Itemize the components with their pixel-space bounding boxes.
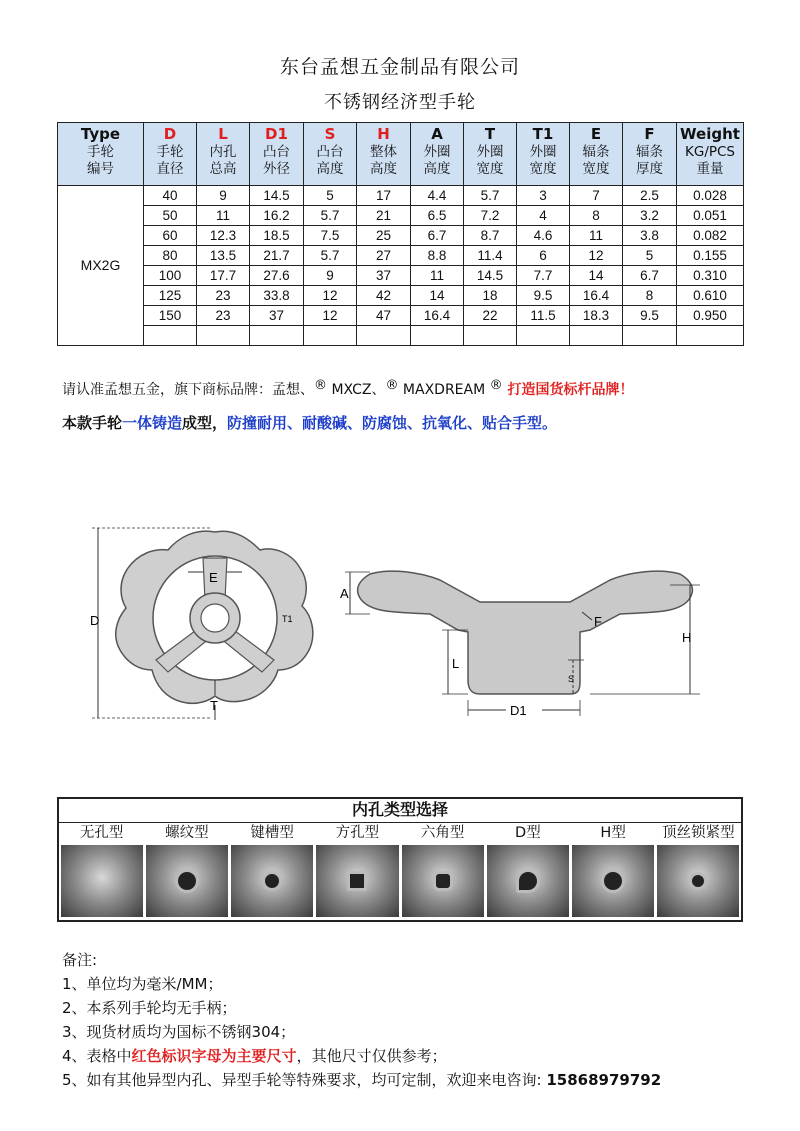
table-cell: 22 [464, 306, 517, 326]
table-cell: 6.5 [411, 206, 464, 226]
column-label-line1: KG/PCS [685, 144, 735, 160]
brand-line [62, 378, 634, 399]
registered-mark: ® [385, 378, 399, 393]
note-5-a: 5、如有其他异型内孔、异型手轮等特殊要求，均可定制，欢迎来电咨询: [62, 1071, 547, 1089]
table-cell: 9.5 [623, 306, 677, 326]
table-cell: 5 [304, 186, 357, 206]
table-cell: 40 [144, 186, 197, 206]
table-cell-empty [677, 326, 744, 346]
bore-type-photo [61, 845, 143, 917]
feature-part3: 成型， [182, 414, 228, 432]
table-cell: 150 [144, 306, 197, 326]
table-cell: 37 [357, 266, 411, 286]
column-code: D [163, 125, 177, 143]
column-code: E [590, 125, 602, 143]
notes-heading: 备注: [62, 951, 98, 969]
column-label-line2: 厚度 [636, 161, 663, 177]
table-cell: 14.5 [250, 186, 304, 206]
table-cell: 14.5 [464, 266, 517, 286]
table-cell: 11.5 [517, 306, 570, 326]
table-row [58, 246, 744, 266]
table-cell: 80 [144, 246, 197, 266]
column-code: S [324, 125, 336, 143]
table-cell: 0.155 [677, 246, 744, 266]
column-label-line2: 编号 [87, 161, 114, 177]
table-row [58, 186, 744, 206]
table-cell: 0.310 [677, 266, 744, 286]
table-cell: 6.7 [623, 266, 677, 286]
table-row [58, 266, 744, 286]
table-cell: 3 [517, 186, 570, 206]
table-cell: 14 [411, 286, 464, 306]
table-cell-empty [411, 326, 464, 346]
table-row-empty [58, 326, 744, 346]
bore-type-labels [59, 823, 741, 843]
table-cell: 21.7 [250, 246, 304, 266]
table-cell: 16.2 [250, 206, 304, 226]
table-cell: 13.5 [197, 246, 250, 266]
table-cell: 0.082 [677, 226, 744, 246]
table-cell: 5.7 [304, 206, 357, 226]
table-cell: 5 [623, 246, 677, 266]
column-code: D1 [265, 125, 288, 143]
table-cell: 47 [357, 306, 411, 326]
column-code: H [377, 125, 390, 143]
table-cell: 0.950 [677, 306, 744, 326]
bore-type-photo [572, 845, 654, 917]
column-code: Weight [680, 125, 740, 143]
bore-hole-icon [347, 871, 367, 891]
note-4-b: 红色标识字母为主要尺寸 [131, 1047, 297, 1065]
column-label-line1: 凸台 [316, 144, 344, 160]
table-cell: 11.4 [464, 246, 517, 266]
table-cell: 9 [197, 186, 250, 206]
column-label-line2: 高度 [316, 161, 344, 177]
bore-hole-icon [516, 869, 540, 893]
table-cell-empty [570, 326, 623, 346]
table-cell: 125 [144, 286, 197, 306]
bore-type-photo [231, 845, 313, 917]
table-cell-empty [464, 326, 517, 346]
table-cell: 8.8 [411, 246, 464, 266]
table-cell: 12 [570, 246, 623, 266]
label-e: E [209, 570, 218, 585]
table-cell: 17 [357, 186, 411, 206]
column-label-line1: 手轮 [87, 144, 114, 160]
bore-type-label: H型 [600, 825, 626, 841]
table-cell: 4 [517, 206, 570, 226]
column-label-line1: 整体 [370, 144, 397, 160]
table-cell: 6 [517, 246, 570, 266]
table-cell: 18.5 [250, 226, 304, 246]
column-label-line1: 辐条 [582, 144, 610, 160]
column-label-line1: 外圈 [529, 144, 557, 160]
column-label-line2: 高度 [423, 161, 451, 177]
table-cell: 7.7 [517, 266, 570, 286]
brand-mxcz: MXCZ、 [327, 382, 386, 398]
column-code: L [218, 125, 228, 143]
column-label-line1: 凸台 [263, 144, 290, 160]
feature-part1: 本款手轮 [62, 414, 123, 432]
table-cell: 7.2 [464, 206, 517, 226]
bore-type-photo [487, 845, 569, 917]
product-title: 不锈钢经济型手轮 [324, 92, 476, 113]
table-cell: 0.610 [677, 286, 744, 306]
type-cell: MX2G [58, 186, 144, 346]
front-view [90, 528, 313, 720]
spec-table [57, 122, 744, 346]
label-t: T [210, 698, 218, 713]
label-d: D [90, 613, 100, 628]
note-3: 3、现货材质均为国标不锈钢304； [62, 1023, 296, 1041]
table-cell: 27 [357, 246, 411, 266]
bore-hole-icon [601, 869, 625, 893]
table-cell: 12 [304, 286, 357, 306]
bore-hole-icon [689, 872, 707, 890]
table-cell: 2.5 [623, 186, 677, 206]
table-cell-empty [517, 326, 570, 346]
table-cell-empty [197, 326, 250, 346]
table-cell: 7.5 [304, 226, 357, 246]
table-cell: 8 [623, 286, 677, 306]
column-header-type [58, 123, 144, 186]
bore-type-photo [316, 845, 398, 917]
bore-type-label: D型 [515, 825, 541, 841]
column-code: T1 [532, 125, 554, 143]
table-cell: 7 [570, 186, 623, 206]
brand-maxdream: MAXDREAM [398, 382, 490, 398]
column-label-line2: 重量 [696, 161, 724, 177]
column-header-h [357, 123, 411, 186]
column-header-e [570, 123, 623, 186]
table-cell: 18 [464, 286, 517, 306]
column-code: T [484, 125, 496, 143]
column-label-line2: 宽度 [582, 161, 610, 177]
column-label-line1: 内孔 [209, 144, 237, 160]
table-cell-empty [357, 326, 411, 346]
table-cell: 0.051 [677, 206, 744, 226]
registered-mark: ® [314, 378, 327, 393]
table-cell: 4.6 [517, 226, 570, 246]
table-cell: 33.8 [250, 286, 304, 306]
table-cell-empty [144, 326, 197, 346]
column-header-l [197, 123, 250, 186]
registered-mark: ® [489, 378, 503, 393]
label-d1: D1 [510, 703, 527, 718]
table-cell: 17.7 [197, 266, 250, 286]
bore-hole [201, 604, 229, 632]
table-cell: 37 [250, 306, 304, 326]
note-4 [62, 1044, 661, 1068]
table-row [58, 206, 744, 226]
table-cell: 23 [197, 306, 250, 326]
bore-hole-icon [433, 871, 453, 891]
table-cell: 3.2 [623, 206, 677, 226]
table-cell: 11 [570, 226, 623, 246]
table-cell: 6.7 [411, 226, 464, 246]
bore-type-label: 键槽型 [250, 825, 294, 841]
side-profile [358, 571, 693, 694]
bore-type-photo [146, 845, 228, 917]
column-header-f [623, 123, 677, 186]
bore-type-photos [59, 843, 741, 921]
label-t1: T1 [282, 614, 293, 624]
table-cell: 60 [144, 226, 197, 246]
table-cell: 16.4 [411, 306, 464, 326]
feature-part2: 一体铸造 [122, 414, 183, 432]
column-label-line1: 外圈 [476, 144, 504, 160]
table-row [58, 226, 744, 246]
column-label-line1: 外圈 [423, 144, 451, 160]
table-cell: 3.8 [623, 226, 677, 246]
brand-slogan: 打造国货标杆品牌！ [502, 382, 634, 398]
table-cell: 100 [144, 266, 197, 286]
table-cell: 5.7 [304, 246, 357, 266]
note-2: 2、本系列手轮均无手柄； [62, 999, 237, 1017]
bore-type-photo [657, 845, 739, 917]
column-label-line2: 总高 [209, 161, 237, 177]
note-4-c: ，其他尺寸仅供参考； [296, 1047, 447, 1065]
column-label-line2: 宽度 [529, 161, 557, 177]
side-view [340, 571, 700, 718]
bore-type-label: 螺纹型 [165, 825, 209, 841]
column-header-d [144, 123, 197, 186]
label-h: H [682, 630, 692, 645]
technical-drawing [70, 510, 730, 725]
feature-part4: 防撞耐用、耐酸碱、防腐蚀、抗氧化、贴合手型。 [227, 414, 558, 432]
bore-type-label: 六角型 [420, 825, 465, 841]
table-cell: 50 [144, 206, 197, 226]
column-code: F [644, 125, 655, 143]
column-label-line2: 宽度 [476, 161, 504, 177]
column-header-a [411, 123, 464, 186]
column-header-weight [677, 123, 744, 186]
table-cell: 0.028 [677, 186, 744, 206]
column-header-s [304, 123, 357, 186]
column-label-line1: 辐条 [636, 144, 663, 160]
table-cell: 23 [197, 286, 250, 306]
notes-section [62, 948, 661, 1092]
bore-type-label: 顶丝锁紧型 [662, 825, 735, 841]
table-cell: 14 [570, 266, 623, 286]
feature-line [62, 412, 557, 433]
table-cell: 9 [304, 266, 357, 286]
company-name: 东台孟想五金制品有限公司 [279, 56, 520, 78]
column-label-line1: 手轮 [156, 144, 184, 160]
table-cell: 21 [357, 206, 411, 226]
bore-type-label: 无孔型 [79, 825, 124, 841]
label-s: S [568, 674, 575, 684]
table-cell: 16.4 [570, 286, 623, 306]
table-row [58, 306, 744, 326]
table-cell-empty [250, 326, 304, 346]
table-cell: 4.4 [411, 186, 464, 206]
table-cell-empty [304, 326, 357, 346]
note-5 [62, 1068, 661, 1092]
column-label-line2: 高度 [370, 161, 397, 177]
table-cell: 12 [304, 306, 357, 326]
column-code: Type [80, 125, 121, 143]
table-row [58, 286, 744, 306]
bore-type-label: 方孔型 [335, 825, 380, 841]
table-cell: 11 [197, 206, 250, 226]
table-cell: 42 [357, 286, 411, 306]
table-cell: 25 [357, 226, 411, 246]
bore-type-panel [57, 797, 743, 922]
note-4-a: 4、表格中 [62, 1047, 132, 1065]
table-cell-empty [623, 326, 677, 346]
table-cell: 18.3 [570, 306, 623, 326]
bore-type-title: 内孔类型选择 [59, 799, 741, 823]
column-label-line2: 直径 [156, 161, 184, 177]
table-cell: 8 [570, 206, 623, 226]
table-cell: 27.6 [250, 266, 304, 286]
phone-number: 15868979792 [546, 1071, 662, 1089]
column-code: A [431, 125, 443, 143]
column-label-line2: 外径 [263, 161, 290, 177]
bore-hole-icon [175, 869, 199, 893]
bore-hole-icon [262, 871, 282, 891]
table-cell: 9.5 [517, 286, 570, 306]
table-cell: 12.3 [197, 226, 250, 246]
column-header-t [464, 123, 517, 186]
table-cell: 5.7 [464, 186, 517, 206]
label-f: F [594, 614, 602, 629]
table-cell: 8.7 [464, 226, 517, 246]
column-header-d1 [250, 123, 304, 186]
brand-prefix: 请认准孟想五金，旗下商标品牌：孟想、 [62, 382, 314, 398]
note-1: 1、单位均为毫米/MM； [62, 975, 223, 993]
bore-type-photo [402, 845, 484, 917]
label-a: A [340, 586, 349, 601]
table-header-row [58, 123, 744, 186]
table-cell: 11 [411, 266, 464, 286]
label-l: L [452, 656, 460, 671]
column-header-t1 [517, 123, 570, 186]
